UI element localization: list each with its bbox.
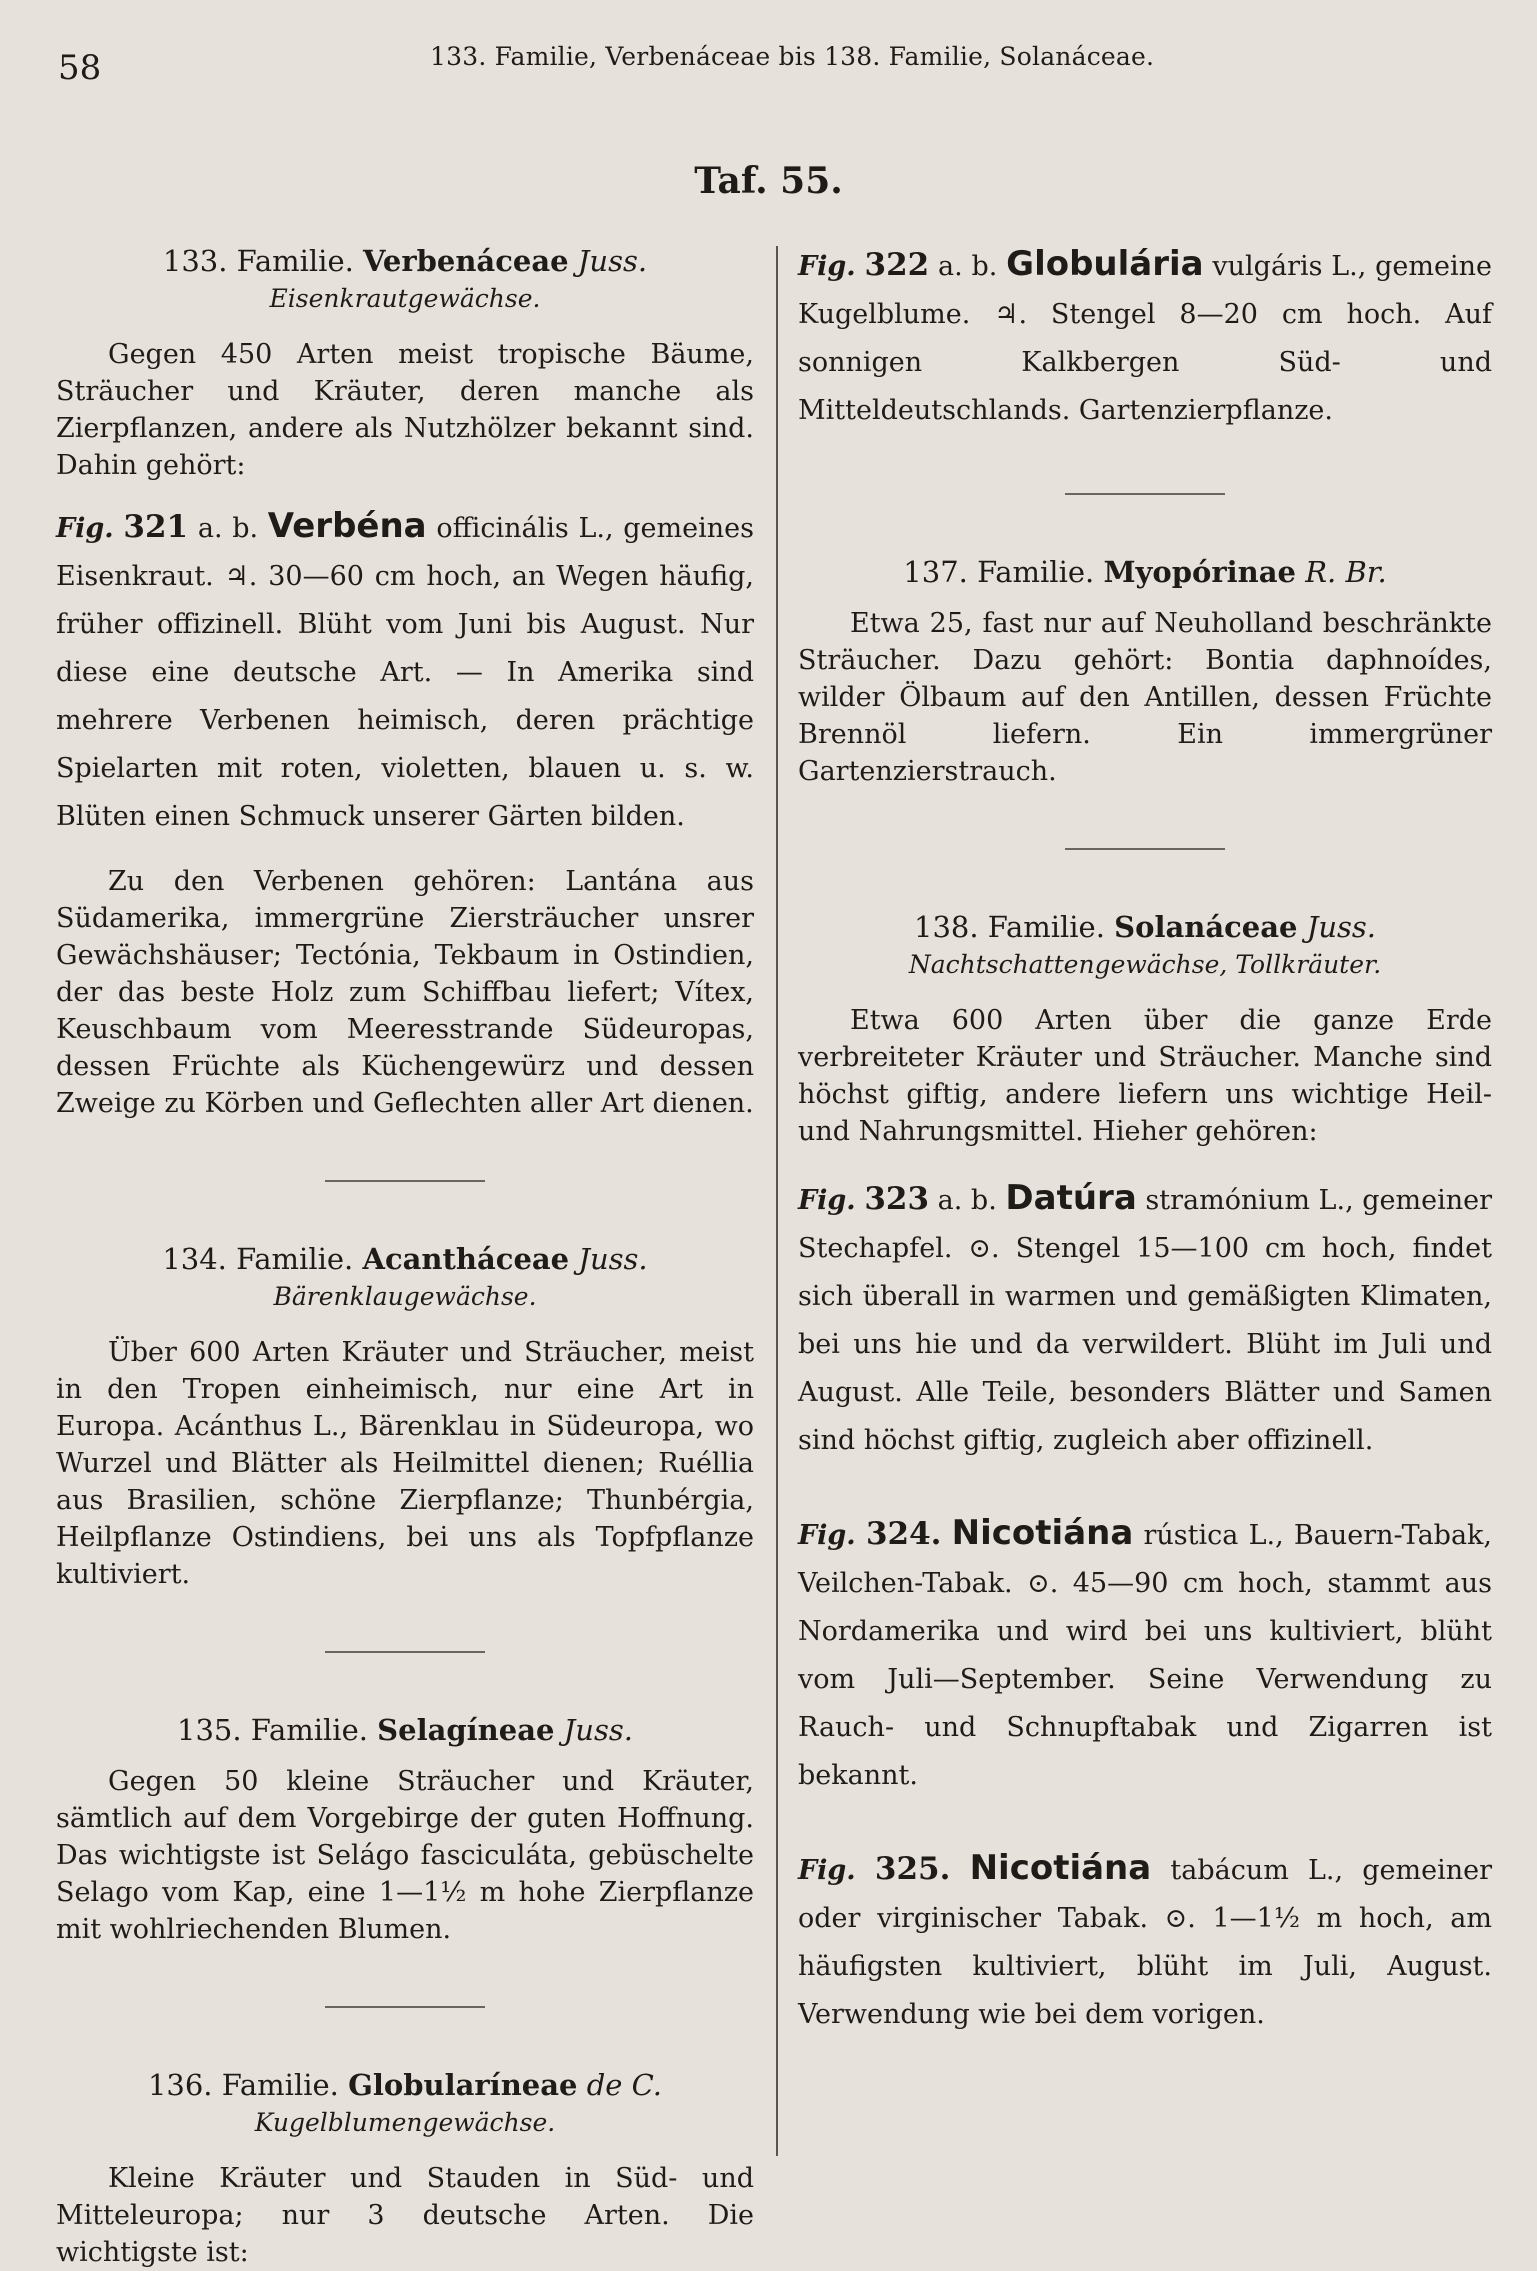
family-description: Über 600 Arten Kräuter und Sträucher, meist in den Tropen einheimisch, nur eine Art in Europa. Acánthus L., Bärenklau in Südeuropa, wo Wurzel und Blätter als Heilmittel dienen; Ruéllia aus Brasilien, schöne Zierpflanze; Thunbérgia, Heilpflanze Ostindiens, bei uns als Topfpflanze kultiviert. xyxy=(56,1337,754,1590)
figure-number: 321 xyxy=(123,509,189,545)
family-subtitle: Bärenklaugewächse. xyxy=(273,1282,537,1311)
figure-321-entry xyxy=(56,502,754,841)
figure-325-entry xyxy=(798,1844,1492,2039)
left-column xyxy=(56,240,754,2271)
family-author: Juss. xyxy=(563,1713,633,1747)
figure-322-entry xyxy=(798,240,1492,435)
family-number: 133. Familie. xyxy=(162,244,354,278)
family-description: Gegen 450 Arten meist tropische Bäume, Sträucher und Kräuter, deren manche als Zierpflanzen, andere als Nutzhölzer bekannt sind. Dahin gehört: xyxy=(56,339,754,481)
figure-label: Fig. xyxy=(798,1855,856,1886)
plate-title: Taf. 55. xyxy=(694,160,843,202)
genus-name: Nicotiána xyxy=(969,1848,1152,1888)
family-number: 137. Familie. xyxy=(903,555,1095,589)
figure-parts: a. b. xyxy=(197,513,259,544)
family-author: Juss. xyxy=(577,244,648,278)
family-number: 138. Familie. xyxy=(914,910,1105,944)
family-heading xyxy=(798,906,1492,948)
family-137 xyxy=(798,551,1492,790)
family-heading xyxy=(798,551,1492,593)
family-136 xyxy=(56,2064,754,2271)
family-heading xyxy=(56,1709,754,1751)
family-author: Juss. xyxy=(578,1242,648,1276)
family-133 xyxy=(56,240,754,484)
family-number: 135. Familie. xyxy=(177,1713,368,1747)
figure-text: officinális L., gemeines Eisenkraut. ♃. 30—60 cm hoch, an Wegen häufig, früher offizinell. Blüht vom Juni bis August. Nur diese eine deutsche Art. — In Amerika sind mehrere Verbenen heimisch, deren prächtige Spielarten mit roten, violetten, blauen u. s. w. Blüten einen Schmuck unserer Gärten bilden. xyxy=(56,513,754,832)
family-name: Solanáceae xyxy=(1114,910,1298,944)
figure-label: Fig. xyxy=(56,513,114,544)
family-name: Acantháceae xyxy=(362,1242,570,1276)
page-number: 58 xyxy=(58,48,102,88)
figure-text: vulgáris L., gemeine Kugelblume. ♃. Stengel 8—20 cm hoch. Auf sonnigen Kalkbergen Süd- und Mitteldeutschlands. Gartenzierpflanze. xyxy=(798,251,1492,426)
figure-number: 324. xyxy=(865,1516,942,1552)
figure-323-entry xyxy=(798,1174,1492,1465)
family-134 xyxy=(56,1238,754,1593)
section-divider xyxy=(325,1651,485,1653)
figure-label: Fig. xyxy=(798,1185,856,1216)
section-divider xyxy=(325,1180,485,1182)
figure-text: tabácum L., gemeiner oder virginischer Tabak. ⊙. 1—1½ m hoch, am häufigsten kultiviert, blüht im Juli, August. Verwendung wie bei dem vorigen. xyxy=(798,1855,1492,2030)
family-name: Verbenáceae xyxy=(363,244,569,278)
figure-number: 322 xyxy=(864,247,930,283)
family-heading xyxy=(56,240,754,282)
figure-number: 325. xyxy=(874,1851,951,1887)
genus-name: Nicotiána xyxy=(951,1513,1134,1553)
running-head: 133. Familie, Verbenáceae bis 138. Familie, Solanáceae. xyxy=(430,42,1155,71)
family-heading xyxy=(56,2064,754,2106)
family-description: Gegen 50 kleine Sträucher und Kräuter, sämtlich auf dem Vorgebirge der guten Hoffnung. Das wichtigste ist Selágo fasciculáta, gebüschelte Selago vom Kap, eine 1—1½ m hohe Zierpflanze mit wohlriechenden Blumen. xyxy=(56,1766,754,1945)
section-divider xyxy=(325,2006,485,2008)
genus-name: Verbéna xyxy=(267,506,427,546)
section-divider xyxy=(1065,493,1225,495)
family-number: 134. Familie. xyxy=(162,1242,354,1276)
family-heading xyxy=(56,1238,754,1280)
family-description: Kleine Kräuter und Stauden in Süd- und Mitteleuropa; nur 3 deutsche Arten. Die wichtigste ist: xyxy=(56,2163,754,2268)
family-description: Etwa 600 Arten über die ganze Erde verbreiteter Kräuter und Sträucher. Manche sind höchst giftig, andere liefern uns wichtige Heil- und Nahrungsmittel. Hieher gehören: xyxy=(798,1005,1492,1147)
figure-text: rústica L., Bauern-Tabak, Veilchen-Tabak. ⊙. 45—90 cm hoch, stammt aus Nordamerika und wird bei uns kultiviert, blüht vom Juli—September. Seine Verwendung zu Rauch- und Schnupftabak und Zigarren ist bekannt. xyxy=(798,1520,1492,1791)
figure-number: 323 xyxy=(864,1181,930,1217)
verbena-relatives: Zu den Verbenen gehören: Lantána aus Südamerika, immergrüne Ziersträucher unsrer Gewächshäuser; Tectónia, Tekbaum in Ostindien, der das beste Holz zum Schiffbau liefert; Vítex, Keuschbaum vom Meeresstrande Südeuropas, dessen Früchte als Küchengewürz und dessen Zweige zu Körben und Geflechten aller Art dienen. xyxy=(56,866,754,1119)
family-subtitle: Nachtschattengewächse, Tollkräuter. xyxy=(908,950,1382,979)
family-author: Juss. xyxy=(1306,910,1376,944)
family-name: Globularíneae xyxy=(348,2068,578,2102)
family-138 xyxy=(798,906,1492,1150)
family-name: Selagíneae xyxy=(377,1713,555,1747)
column-divider xyxy=(776,246,778,2156)
figure-parts: a. b. xyxy=(938,251,998,282)
genus-name: Datúra xyxy=(1005,1178,1137,1218)
figure-label: Fig. xyxy=(798,251,856,282)
family-subtitle: Eisenkrautgewächse. xyxy=(269,284,541,313)
figure-label: Fig. xyxy=(798,1520,856,1551)
family-subtitle: Kugelblumengewächse. xyxy=(254,2108,556,2137)
genus-name: Globulária xyxy=(1006,244,1204,284)
right-column xyxy=(798,240,1492,2039)
family-author: de C. xyxy=(586,2068,663,2102)
figure-text: stramónium L., gemeiner Stechapfel. ⊙. Stengel 15—100 cm hoch, findet sich überall in warmen und gemäßigten Klimaten, bei uns hie und da verwildert. Blüht im Juli und August. Alle Teile, besonders Blätter und Samen sind höchst giftig, zugleich aber offizinell. xyxy=(798,1185,1492,1456)
family-author: R. Br. xyxy=(1305,555,1387,589)
family-description: Etwa 25, fast nur auf Neuholland beschränkte Sträucher. Dazu gehört: Bontia daphnoídes, wilder Ölbaum auf den Antillen, dessen Früchte Brennöl liefern. Ein immergrüner Gartenzierstrauch. xyxy=(798,608,1492,787)
family-number: 136. Familie. xyxy=(147,2068,339,2102)
section-divider xyxy=(1065,848,1225,850)
family-135 xyxy=(56,1709,754,1948)
figure-324-entry xyxy=(798,1509,1492,1800)
figure-parts: a. b. xyxy=(937,1185,997,1216)
family-name: Myopórinae xyxy=(1103,555,1296,589)
